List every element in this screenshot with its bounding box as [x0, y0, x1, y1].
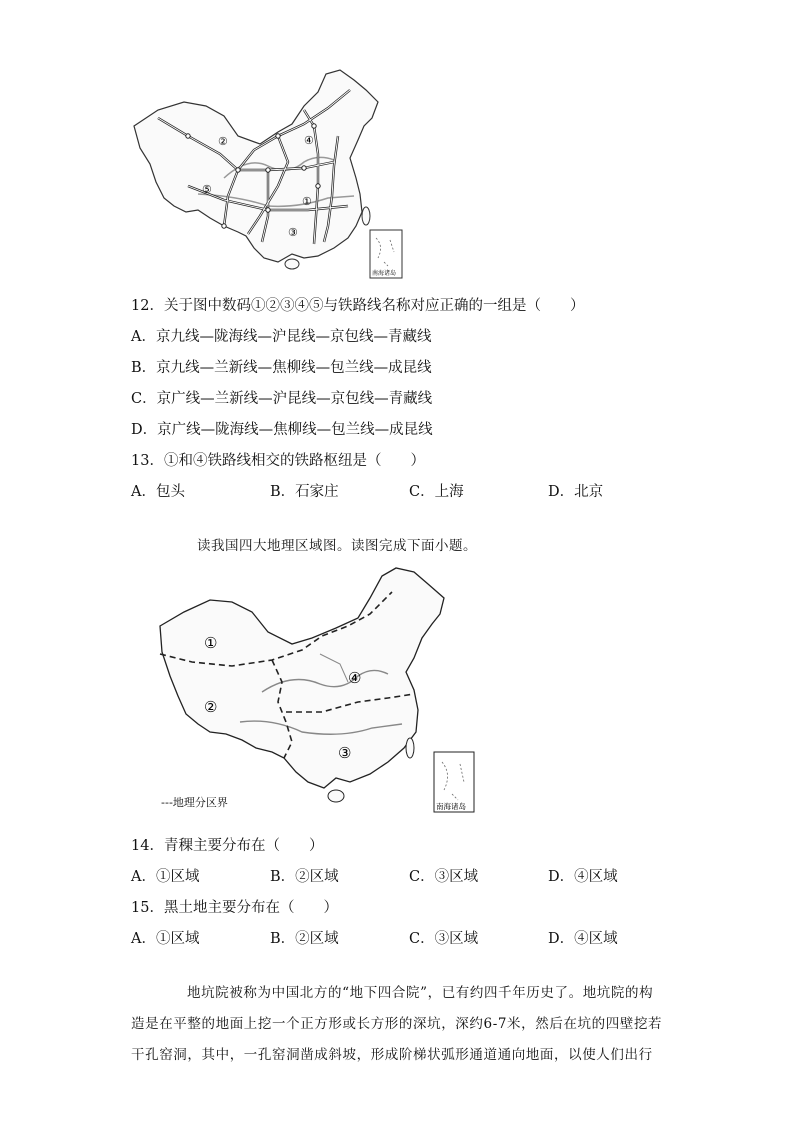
map2-region-2: ②	[204, 698, 218, 716]
question-13-option-d: D．北京	[548, 484, 604, 500]
question-13-option-a: A．包头	[131, 484, 185, 500]
regions-map-svg	[152, 562, 476, 820]
china-outline-2	[160, 568, 444, 788]
map2-region-1: ①	[204, 634, 218, 652]
question-12-option-d: D．京广线—陇海线—焦柳线—包兰线—成昆线	[131, 422, 433, 438]
question-15-option-a: A．①区域	[131, 931, 200, 947]
map2-intro: 读我国四大地理区域图。读图完成下面小题。	[197, 538, 477, 554]
question-14-option-a: A．①区域	[131, 869, 200, 885]
question-14-option-d: D．④区域	[548, 869, 618, 885]
taiwan-island-2	[406, 738, 414, 758]
taiwan-island	[362, 207, 370, 225]
question-15-option-d: D．④区域	[548, 931, 618, 947]
question-12-option-a: A．京九线—陇海线—沪昆线—京包线—青藏线	[131, 329, 432, 345]
question-13-option-b: B．石家庄	[270, 484, 339, 500]
question-15-stem: 15．黑土地主要分布在（ ）	[131, 900, 338, 916]
map2-region-3: ③	[338, 744, 352, 762]
map1-marker-4: ④	[304, 134, 314, 147]
passage-line-2: 造是在平整的地面上挖一个正方形或长方形的深坑，深约6-7米，然后在坑的四壁挖若	[131, 1016, 663, 1032]
hainan-island	[285, 259, 299, 269]
question-12-stem: 12．关于图中数码①②③④⑤与铁路线名称对应正确的一组是（ ）	[131, 298, 585, 314]
question-12-option-c: C．京广线—兰新线—沪昆线—京包线—青藏线	[131, 391, 433, 407]
passage-line-3: 干孔窑洞，其中，一孔窑洞凿成斜坡，形成阶梯状弧形通道通向地面，以使人们出行	[131, 1047, 653, 1063]
question-13-option-c: C．上海	[409, 484, 464, 500]
map1-marker-5: ⑤	[202, 183, 212, 196]
map1-marker-3: ③	[288, 226, 298, 239]
hainan-island-2	[328, 790, 344, 802]
question-15-option-c: C．③区域	[409, 931, 479, 947]
map2-legend: ---地理分区界	[161, 796, 228, 809]
question-14-stem: 14．青稞主要分布在（ ）	[131, 838, 324, 854]
map1-inset-label: 南海诸岛	[372, 270, 397, 277]
railway-map-svg	[128, 66, 408, 282]
passage-line-1: 地坑院被称为中国北方的“地下四合院”，已有约四千年历史了。地坑院的构	[187, 985, 654, 1001]
railway-map	[128, 66, 408, 282]
question-12-option-b: B．京九线—兰新线—焦柳线—包兰线—成昆线	[131, 360, 432, 376]
map2-region-4: ④	[348, 669, 362, 687]
regions-map	[152, 562, 476, 820]
question-15-option-b: B．②区域	[270, 931, 339, 947]
map1-marker-2: ②	[218, 135, 228, 148]
question-14-option-c: C．③区域	[409, 869, 479, 885]
map1-marker-1: ①	[302, 195, 312, 208]
question-13-stem: 13．①和④铁路线相交的铁路枢纽是（ ）	[131, 453, 425, 469]
china-outline	[134, 70, 378, 262]
question-14-option-b: B．②区域	[270, 869, 339, 885]
map2-inset-label: 南海诸岛	[436, 802, 466, 811]
